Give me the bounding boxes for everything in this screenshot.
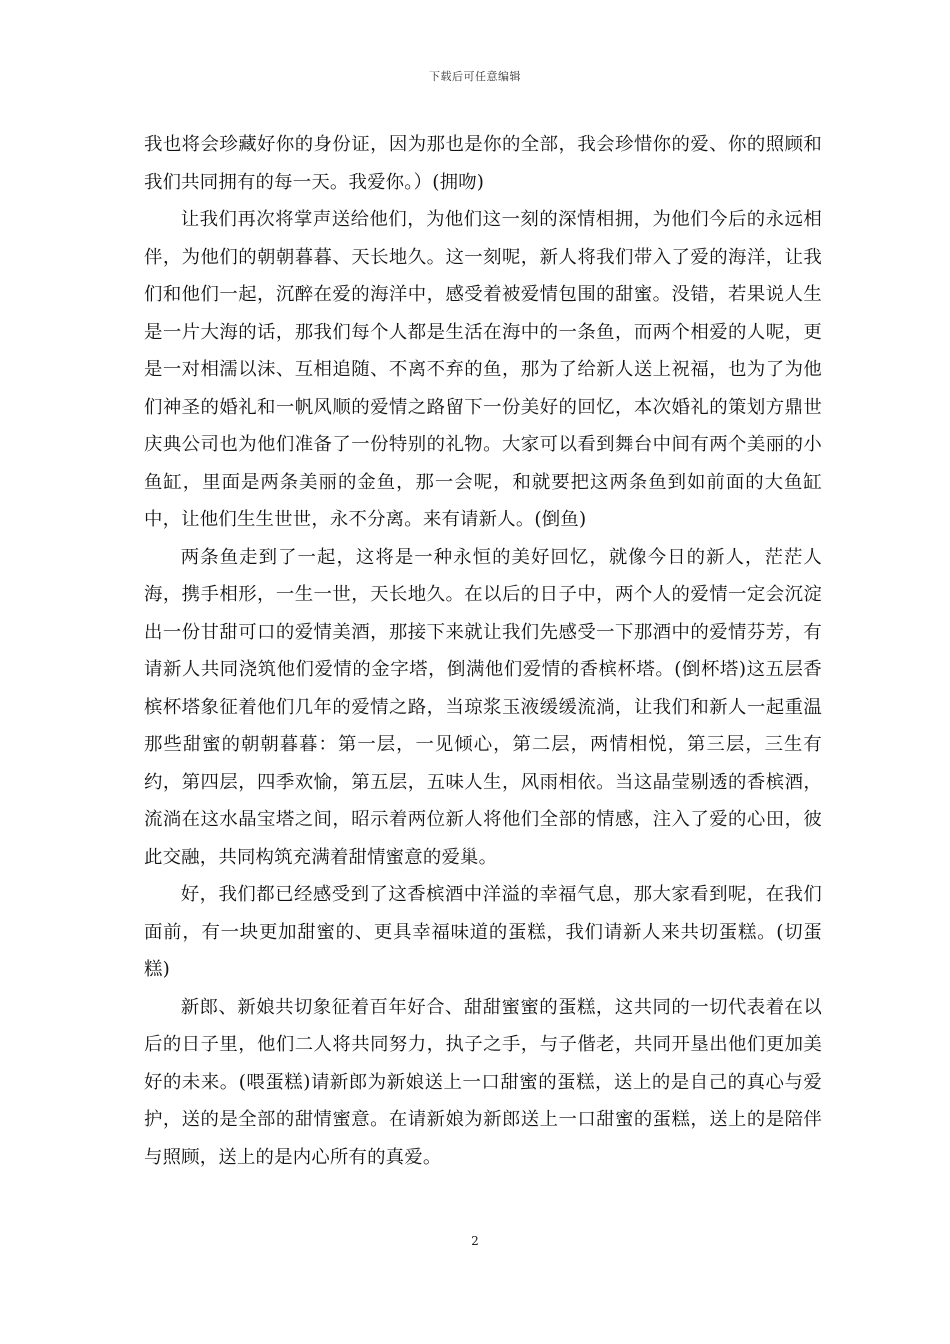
page-header: 下载后可任意编辑	[429, 70, 521, 83]
paragraph-5: 新郎、新娘共切象征着百年好合、甜甜蜜蜜的蛋糕，这共同的一切代表着在以后的日子里，他们二人将共同努力，执子之手，与子偕老，共同开垦出他们更加美好的未来。(喂蛋糕)请新郎为新娘送上一口甜蜜的蛋糕，送上的是自己的真心与爱护，送的是全部的甜情蜜意。在请新娘为新郎送上一口甜蜜的蛋糕，送上的是陪伴与照顾，送上的是内心所有的真爱。	[144, 996, 822, 1168]
paragraph-1: 我也将会珍藏好你的身份证，因为那也是你的全部，我会珍惜你的爱、你的照顾和我们共同拥有的每一天。我爱你。）(拥吻)	[144, 134, 822, 193]
document-body	[144, 126, 822, 1176]
paragraph-3: 两条鱼走到了一起，这将是一种永恒的美好回忆，就像今日的新人，茫茫人海，携手相形，一生一世，天长地久。在以后的日子中，两个人的爱情一定会沉淀出一份甘甜可口的爱情美酒，那接下来就让我们先感受一下那酒中的爱情芬芳，有请新人共同浇筑他们爱情的金字塔，倒满他们爱情的香槟杯塔。(倒杯塔)这五层香槟杯塔象征着他们几年的爱情之路，当琼浆玉液缓缓流淌，让我们和新人一起重温那些甜蜜的朝朝暮暮：第一层，一见倾心，第二层，两情相悦，第三层，三生有约，第四层，四季欢愉，第五层，五味人生，风雨相依。当这晶莹剔透的香槟酒，流淌在这水晶宝塔之间，昭示着两位新人将他们全部的情感，注入了爱的心田，彼此交融，共同构筑充满着甜情蜜意的爱巢。	[144, 546, 822, 868]
paragraph-4: 好，我们都已经感受到了这香槟酒中洋溢的幸福气息，那大家看到呢，在我们面前，有一块更加甜蜜的、更具幸福味道的蛋糕，我们请新人来共切蛋糕。(切蛋糕)	[144, 884, 822, 980]
page-number: 2	[471, 1234, 479, 1248]
paragraph-2: 让我们再次将掌声送给他们，为他们这一刻的深情相拥，为他们今后的永远相伴，为他们的朝朝暮暮、天长地久。这一刻呢，新人将我们带入了爱的海洋，让我们和他们一起，沉醉在爱的海洋中，感受着被爱情包围的甜蜜。没错，若果说人生是一片大海的话，那我们每个人都是生活在海中的一条鱼，而两个相爱的人呢，更是一对相濡以沫、互相追随、不离不弃的鱼，那为了给新人送上祝福，也为了为他们神圣的婚礼和一帆风顺的爱情之路留下一份美好的回忆，本次婚礼的策划方鼎世庆典公司也为他们准备了一份特别的礼物。大家可以看到舞台中间有两个美丽的小鱼缸，里面是两条美丽的金鱼，那一会呢，和就要把这两条鱼到如前面的大鱼缸中，让他们生生世世，永不分离。来有请新人。(倒鱼)	[144, 209, 822, 530]
